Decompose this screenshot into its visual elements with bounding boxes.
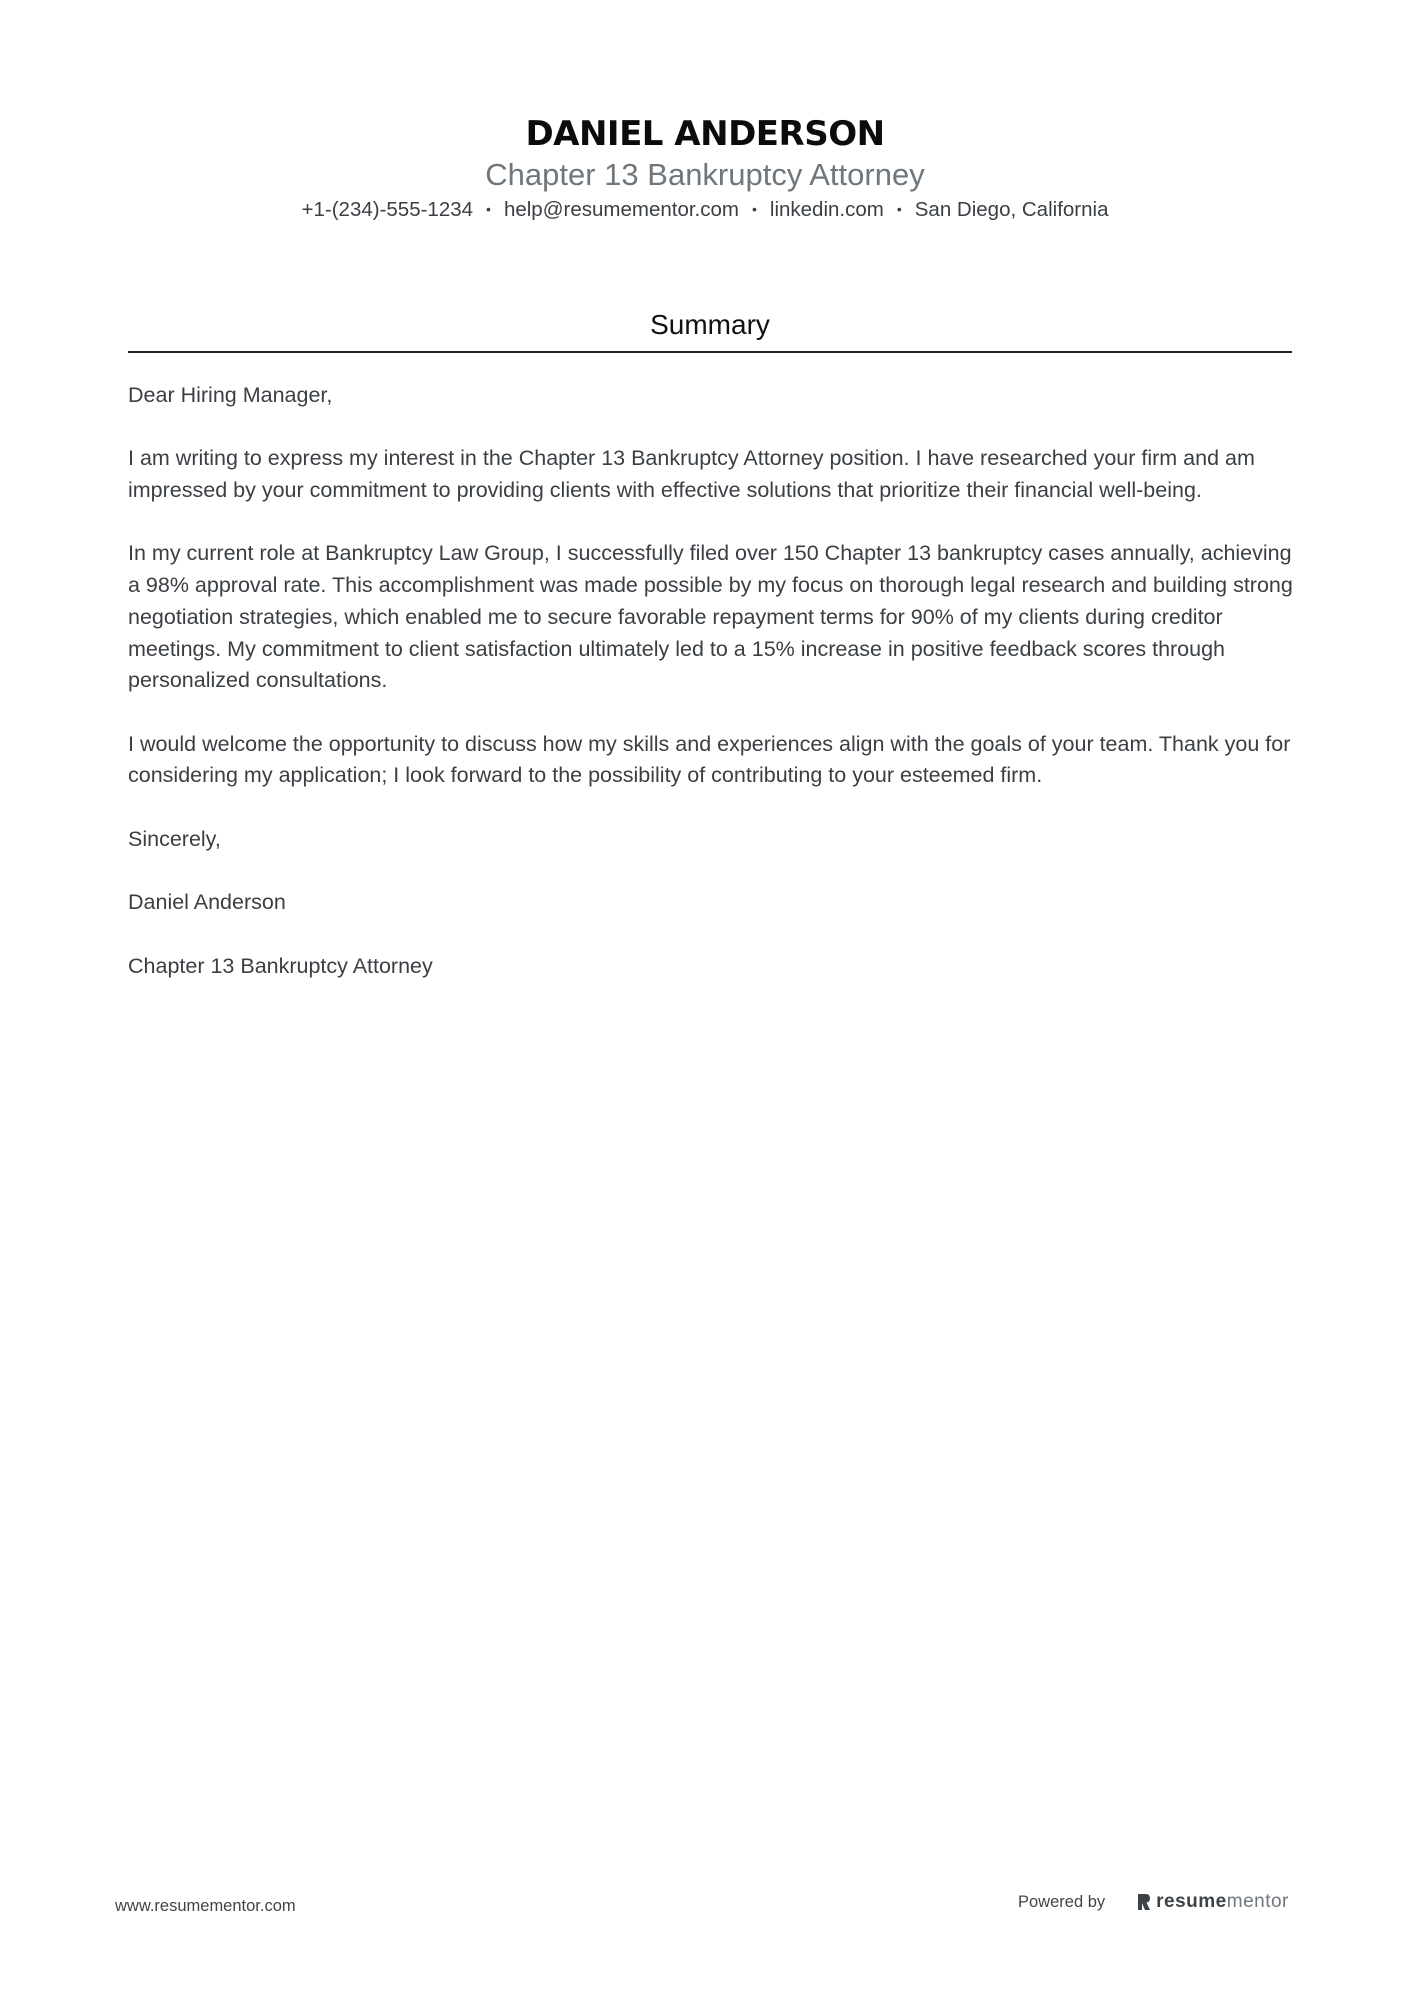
separator-dot: • (486, 201, 491, 217)
letter-paragraph: In my current role at Bankruptcy Law Group, I successfully filed over 150 Chapter 13 bankruptcy cases annually, achieving a 98% approval rate. This accomplishment was made possible by my focus on thorough legal research and building strong negotiation strategies, which enabled me to secure favorable repayment terms for 90% of my clients during creditor meetings. My commitment to client satisfaction ultimately led to a 15% increase in positive feedback scores through personalized consultations. (128, 541, 1293, 693)
powered-by-label: Powered by (1018, 1892, 1106, 1911)
logo-text-light: mentor (1226, 1891, 1289, 1912)
letter-body (128, 380, 1298, 1014)
candidate-title: Chapter 13 Bankruptcy Attorney (485, 157, 925, 192)
contact-location: San Diego, California (914, 198, 1109, 221)
letter-paragraph: I would welcome the opportunity to discuss how my skills and experiences align with the goals of your team. Thank you for considering my application; I look forward to the possibility of contributing to your esteemed firm. (128, 731, 1291, 788)
contact-phone: +1-(234)-555-1234 (301, 198, 474, 221)
signature-title: Chapter 13 Bankruptcy Attorney (128, 953, 433, 978)
contact-email[interactable]: help@resumementor.com (503, 198, 739, 221)
resumementor-logo-icon (1137, 1893, 1151, 1911)
candidate-name: DANIEL ANDERSON (525, 114, 885, 154)
footer-branding (1018, 1891, 1289, 1913)
resume-header (0, 112, 1410, 224)
resumementor-logo[interactable] (1137, 1891, 1289, 1913)
footer-website-link[interactable]: www.resumementor.com (115, 1897, 296, 1915)
letter-paragraph: I am writing to express my interest in the Chapter 13 Bankruptcy Attorney position. I have researched your firm and am impressed by your commitment to providing clients with effective solutions that prioritize their financial well-being. (128, 446, 1255, 503)
letter-closing: Sincerely, (128, 826, 221, 851)
section-title-summary: Summary (650, 309, 770, 340)
letter-greeting: Dear Hiring Manager, (128, 383, 333, 407)
signature-name: Daniel Anderson (128, 890, 286, 915)
contact-line (0, 195, 1410, 224)
logo-text-bold: resume (1156, 1891, 1227, 1912)
separator-dot: • (751, 201, 757, 217)
contact-linkedin[interactable]: linkedin.com (769, 198, 884, 221)
section-divider (128, 351, 1292, 353)
separator-dot: • (896, 201, 902, 217)
